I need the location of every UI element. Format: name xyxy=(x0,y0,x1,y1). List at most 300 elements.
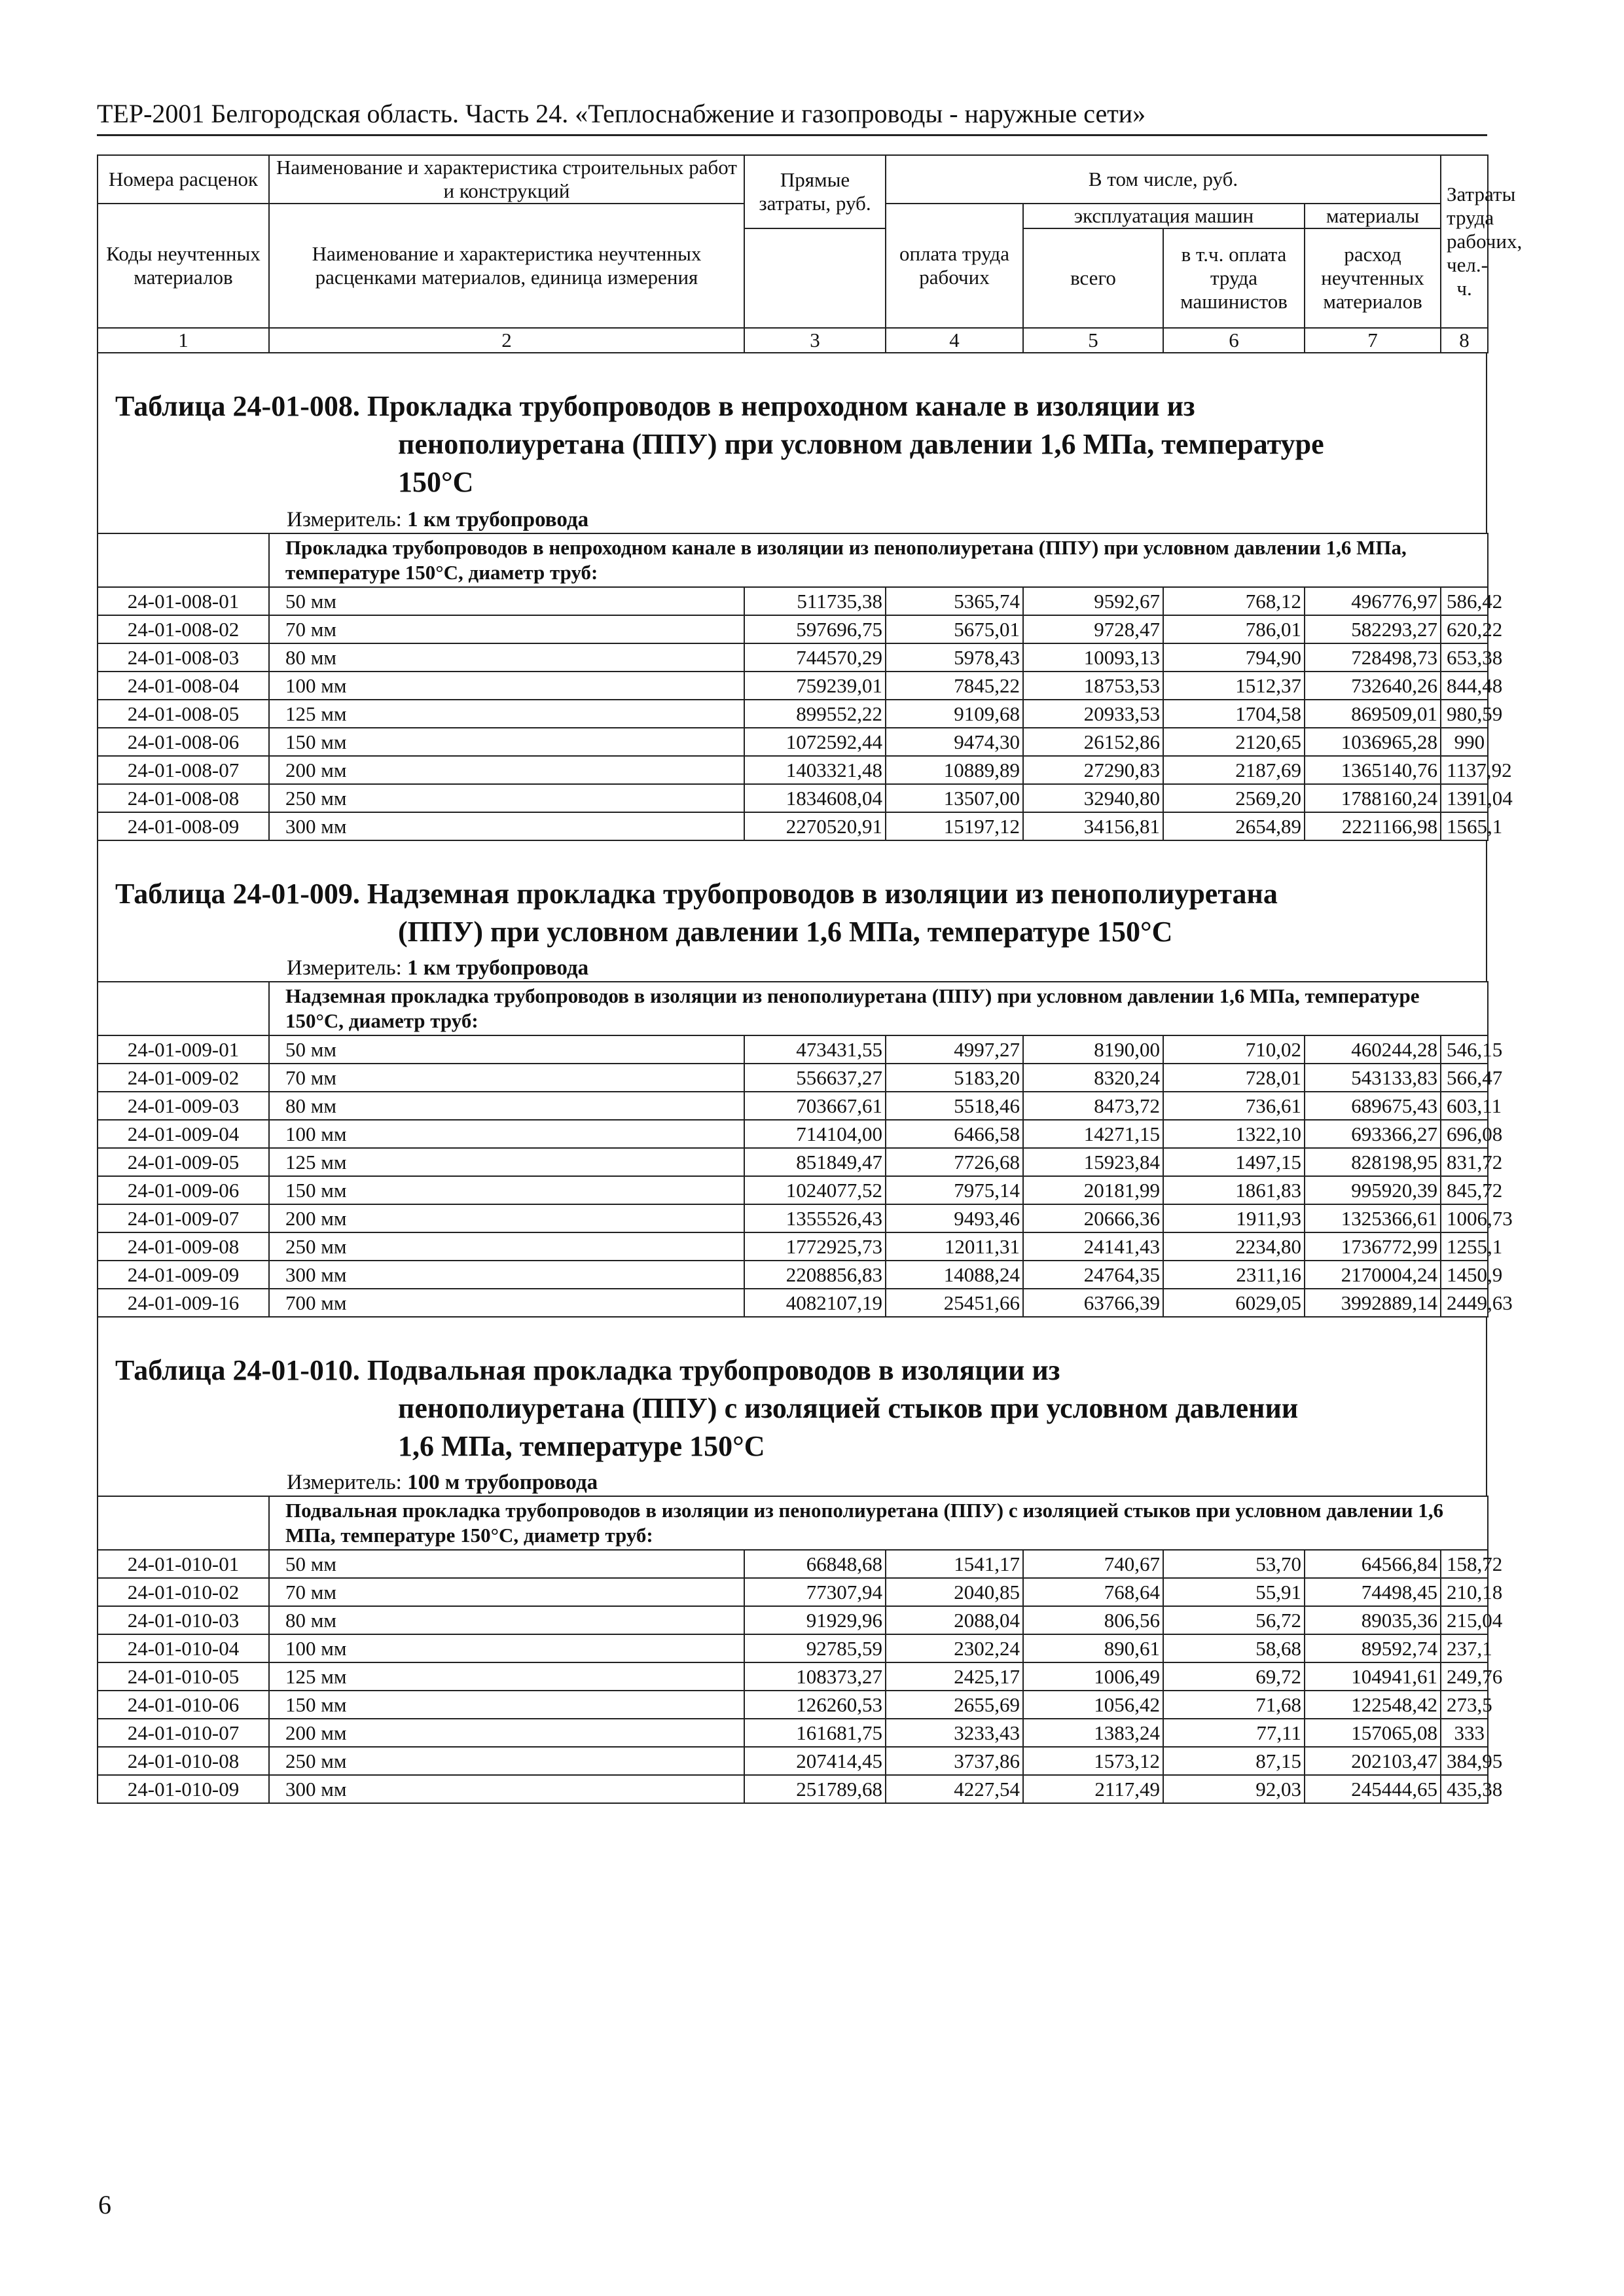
table-row xyxy=(98,1148,1488,1176)
header-machines: эксплуатация машин xyxy=(1023,204,1305,228)
machinists-wages: 92,03 xyxy=(1163,1775,1305,1803)
rate-code: 24-01-009-06 xyxy=(98,1176,269,1204)
pipe-diameter: 200 мм xyxy=(269,1719,744,1747)
direct-costs: 126260,53 xyxy=(744,1691,886,1719)
direct-costs: 108373,27 xyxy=(744,1662,886,1691)
pipe-diameter: 250 мм xyxy=(269,1747,744,1775)
table-row xyxy=(98,784,1488,812)
machinists-wages: 77,11 xyxy=(1163,1719,1305,1747)
labor-hours: 845,72 xyxy=(1441,1176,1488,1204)
section-title-line: (ППУ) при условном давлении 1,6 МПа, температуре 150°C xyxy=(398,916,1173,948)
unaccounted-materials: 245444,65 xyxy=(1305,1775,1441,1803)
worker-wages: 10889,89 xyxy=(886,756,1023,784)
machines-total: 24141,43 xyxy=(1023,1232,1163,1261)
direct-costs: 556637,27 xyxy=(744,1064,886,1092)
labor-hours: 435,38 xyxy=(1441,1775,1488,1803)
rate-code: 24-01-010-07 xyxy=(98,1719,269,1747)
rate-code: 24-01-010-05 xyxy=(98,1662,269,1691)
unaccounted-materials: 728498,73 xyxy=(1305,643,1441,672)
direct-costs: 77307,94 xyxy=(744,1578,886,1606)
machinists-wages: 710,02 xyxy=(1163,1035,1305,1064)
direct-costs: 92785,59 xyxy=(744,1634,886,1662)
table-row xyxy=(98,1064,1488,1092)
unaccounted-materials: 1788160,24 xyxy=(1305,784,1441,812)
unaccounted-materials: 157065,08 xyxy=(1305,1719,1441,1747)
pipe-diameter: 200 мм xyxy=(269,756,744,784)
direct-costs: 703667,61 xyxy=(744,1092,886,1120)
measure-value: 1 км трубопровода xyxy=(407,508,589,531)
header-including: В том числе, руб. xyxy=(886,155,1441,204)
table-row xyxy=(98,1289,1488,1317)
direct-costs: 1072592,44 xyxy=(744,728,886,756)
machinists-wages: 768,12 xyxy=(1163,587,1305,615)
pipe-diameter: 70 мм xyxy=(269,1578,744,1606)
machinists-wages: 2654,89 xyxy=(1163,812,1305,840)
labor-hours: 249,76 xyxy=(1441,1662,1488,1691)
direct-costs: 1024077,52 xyxy=(744,1176,886,1204)
table-row xyxy=(98,1120,1488,1148)
direct-costs: 207414,45 xyxy=(744,1747,886,1775)
direct-costs: 744570,29 xyxy=(744,643,886,672)
pipe-diameter: 200 мм xyxy=(269,1204,744,1232)
pipe-diameter: 125 мм xyxy=(269,700,744,728)
unaccounted-materials: 543133,83 xyxy=(1305,1064,1441,1092)
machines-total: 24764,35 xyxy=(1023,1261,1163,1289)
direct-costs: 851849,47 xyxy=(744,1148,886,1176)
unaccounted-materials: 89035,36 xyxy=(1305,1606,1441,1634)
table-description: Прокладка трубопроводов в непроходном канале в изоляции из пенополиуретана (ППУ) при условном давлении 1,6 МПа, температуре 150°C, диаметр труб: xyxy=(269,533,1488,587)
rate-code: 24-01-008-07 xyxy=(98,756,269,784)
machinists-wages: 1497,15 xyxy=(1163,1148,1305,1176)
unaccounted-materials: 74498,45 xyxy=(1305,1578,1441,1606)
labor-hours: 546,15 xyxy=(1441,1035,1488,1064)
machines-total: 1383,24 xyxy=(1023,1719,1163,1747)
section-title-prefix: Таблица 24-01-009. xyxy=(115,878,360,910)
direct-costs: 1772925,73 xyxy=(744,1232,886,1261)
machinists-wages: 69,72 xyxy=(1163,1662,1305,1691)
table-row xyxy=(98,756,1488,784)
rate-code: 24-01-008-04 xyxy=(98,672,269,700)
table-row xyxy=(98,587,1488,615)
machines-total: 890,61 xyxy=(1023,1634,1163,1662)
direct-costs: 2208856,83 xyxy=(744,1261,886,1289)
measure-label: Измеритель: xyxy=(287,508,402,531)
labor-hours: 1391,04 xyxy=(1441,784,1488,812)
section-title xyxy=(98,841,1486,951)
section-title-line: Прокладка трубопроводов в непроходном канале в изоляции из xyxy=(367,390,1195,422)
table-row xyxy=(98,1719,1488,1747)
labor-hours: 831,72 xyxy=(1441,1148,1488,1176)
rate-code: 24-01-010-08 xyxy=(98,1747,269,1775)
direct-costs: 714104,00 xyxy=(744,1120,886,1148)
rate-code: 24-01-009-03 xyxy=(98,1092,269,1120)
machinists-wages: 2187,69 xyxy=(1163,756,1305,784)
direct-costs: 1834608,04 xyxy=(744,784,886,812)
table-row xyxy=(98,1578,1488,1606)
section-title-prefix: Таблица 24-01-010. xyxy=(115,1354,360,1386)
machinists-wages: 56,72 xyxy=(1163,1606,1305,1634)
machines-total: 8320,24 xyxy=(1023,1064,1163,1092)
machines-total: 18753,53 xyxy=(1023,672,1163,700)
pipe-diameter: 300 мм xyxy=(269,812,744,840)
col-num-2: 2 xyxy=(269,328,744,353)
section-title xyxy=(98,353,1486,501)
pipe-diameter: 80 мм xyxy=(269,643,744,672)
worker-wages: 13507,00 xyxy=(886,784,1023,812)
direct-costs: 511735,38 xyxy=(744,587,886,615)
machines-total: 768,64 xyxy=(1023,1578,1163,1606)
labor-hours: 566,47 xyxy=(1441,1064,1488,1092)
unaccounted-materials: 3992889,14 xyxy=(1305,1289,1441,1317)
labor-hours: 384,95 xyxy=(1441,1747,1488,1775)
machinists-wages: 1911,93 xyxy=(1163,1204,1305,1232)
labor-hours: 2449,63 xyxy=(1441,1289,1488,1317)
unaccounted-materials: 828198,95 xyxy=(1305,1148,1441,1176)
machines-total: 14271,15 xyxy=(1023,1120,1163,1148)
header-rate-numbers: Номера расценок xyxy=(98,155,269,204)
machinists-wages: 1322,10 xyxy=(1163,1120,1305,1148)
section-24-01-008 xyxy=(97,353,1487,533)
table-row-code-empty xyxy=(98,1496,269,1550)
worker-wages: 3737,86 xyxy=(886,1747,1023,1775)
direct-costs: 66848,68 xyxy=(744,1550,886,1578)
section-title-line: пенополиуретана (ППУ) с изоляцией стыков при условном давлении xyxy=(398,1392,1299,1424)
machines-total: 34156,81 xyxy=(1023,812,1163,840)
labor-hours: 1565,1 xyxy=(1441,812,1488,840)
rate-code: 24-01-010-02 xyxy=(98,1578,269,1606)
direct-costs: 1403321,48 xyxy=(744,756,886,784)
section-measure xyxy=(98,1469,1486,1496)
worker-wages: 2302,24 xyxy=(886,1634,1023,1662)
pipe-diameter: 70 мм xyxy=(269,1064,744,1092)
rate-code: 24-01-009-07 xyxy=(98,1204,269,1232)
table-row xyxy=(98,1606,1488,1634)
header-materials: материалы xyxy=(1305,204,1441,228)
pipe-diameter: 250 мм xyxy=(269,1232,744,1261)
rates-document xyxy=(97,154,1523,1804)
table-body xyxy=(98,587,1513,840)
unaccounted-materials: 582293,27 xyxy=(1305,615,1441,643)
machinists-wages: 58,68 xyxy=(1163,1634,1305,1662)
table-row xyxy=(98,1232,1488,1261)
header-wages: оплата труда рабочих xyxy=(886,204,1023,328)
labor-hours: 620,22 xyxy=(1441,615,1488,643)
machinists-wages: 1861,83 xyxy=(1163,1176,1305,1204)
section-title-prefix: Таблица 24-01-008. xyxy=(115,390,360,422)
machinists-wages: 2120,65 xyxy=(1163,728,1305,756)
rate-code: 24-01-008-02 xyxy=(98,615,269,643)
machines-total: 26152,86 xyxy=(1023,728,1163,756)
rate-code: 24-01-010-09 xyxy=(98,1775,269,1803)
table-row xyxy=(98,1176,1488,1204)
worker-wages: 5365,74 xyxy=(886,587,1023,615)
rate-code: 24-01-010-03 xyxy=(98,1606,269,1634)
machines-total: 20181,99 xyxy=(1023,1176,1163,1204)
unaccounted-materials: 689675,43 xyxy=(1305,1092,1441,1120)
machines-total: 20933,53 xyxy=(1023,700,1163,728)
table-row xyxy=(98,672,1488,700)
machinists-wages: 2569,20 xyxy=(1163,784,1305,812)
page-number: 6 xyxy=(98,2190,111,2219)
machines-total: 32940,80 xyxy=(1023,784,1163,812)
header-unaccounted-materials: расход неучтенных материалов xyxy=(1305,228,1441,328)
unaccounted-materials: 869509,01 xyxy=(1305,700,1441,728)
pipe-diameter: 50 мм xyxy=(269,1550,744,1578)
table-row xyxy=(98,1204,1488,1232)
machines-total: 1006,49 xyxy=(1023,1662,1163,1691)
rate-code: 24-01-009-16 xyxy=(98,1289,269,1317)
unaccounted-materials: 2221166,98 xyxy=(1305,812,1441,840)
machinists-wages: 71,68 xyxy=(1163,1691,1305,1719)
pipe-diameter: 300 мм xyxy=(269,1775,744,1803)
col-num-4: 4 xyxy=(886,328,1023,353)
table-row xyxy=(98,1775,1488,1803)
measure-label: Измеритель: xyxy=(287,1471,402,1494)
unaccounted-materials: 89592,74 xyxy=(1305,1634,1441,1662)
rate-code: 24-01-008-09 xyxy=(98,812,269,840)
pipe-diameter: 300 мм xyxy=(269,1261,744,1289)
pipe-diameter: 700 мм xyxy=(269,1289,744,1317)
worker-wages: 7975,14 xyxy=(886,1176,1023,1204)
worker-wages: 7726,68 xyxy=(886,1148,1023,1176)
labor-hours: 273,5 xyxy=(1441,1691,1488,1719)
col-num-8: 8 xyxy=(1441,328,1488,353)
pipe-diameter: 70 мм xyxy=(269,615,744,643)
worker-wages: 3233,43 xyxy=(886,1719,1023,1747)
header-labor-costs: Затраты труда рабочих, чел.-ч. xyxy=(1441,155,1488,328)
machines-total: 63766,39 xyxy=(1023,1289,1163,1317)
worker-wages: 6466,58 xyxy=(886,1120,1023,1148)
worker-wages: 5675,01 xyxy=(886,615,1023,643)
machines-total: 9592,67 xyxy=(1023,587,1163,615)
labor-hours: 980,59 xyxy=(1441,700,1488,728)
labor-hours: 844,48 xyxy=(1441,672,1488,700)
section-title-line: 150°C xyxy=(398,466,474,498)
labor-hours: 237,1 xyxy=(1441,1634,1488,1662)
unaccounted-materials: 64566,84 xyxy=(1305,1550,1441,1578)
pipe-diameter: 80 мм xyxy=(269,1092,744,1120)
direct-costs: 4082107,19 xyxy=(744,1289,886,1317)
col-num-3: 3 xyxy=(744,328,886,353)
worker-wages: 12011,31 xyxy=(886,1232,1023,1261)
rate-code: 24-01-009-02 xyxy=(98,1064,269,1092)
rate-code: 24-01-009-09 xyxy=(98,1261,269,1289)
worker-wages: 7845,22 xyxy=(886,672,1023,700)
rates-table xyxy=(97,1496,1503,1804)
measure-value: 100 м трубопровода xyxy=(407,1471,598,1494)
table-row xyxy=(98,1691,1488,1719)
machinists-wages: 794,90 xyxy=(1163,643,1305,672)
machinists-wages: 728,01 xyxy=(1163,1064,1305,1092)
direct-costs: 473431,55 xyxy=(744,1035,886,1064)
section-title xyxy=(98,1318,1486,1465)
direct-costs: 91929,96 xyxy=(744,1606,886,1634)
table-row xyxy=(98,1035,1488,1064)
labor-hours: 696,08 xyxy=(1441,1120,1488,1148)
col-num-7: 7 xyxy=(1305,328,1441,353)
worker-wages: 15197,12 xyxy=(886,812,1023,840)
unaccounted-materials: 104941,61 xyxy=(1305,1662,1441,1691)
pipe-diameter: 50 мм xyxy=(269,1035,744,1064)
direct-costs: 759239,01 xyxy=(744,672,886,700)
machines-total: 8473,72 xyxy=(1023,1092,1163,1120)
table-row xyxy=(98,1747,1488,1775)
header-machinists-wages: в т.ч. оплата труда машинистов xyxy=(1163,228,1305,328)
unaccounted-materials: 1325366,61 xyxy=(1305,1204,1441,1232)
table-description: Надземная прокладка трубопроводов в изоляции из пенополиуретана (ППУ) при условном давлении 1,6 МПа, температуре 150°C, диаметр труб: xyxy=(269,982,1488,1035)
machinists-wages: 736,61 xyxy=(1163,1092,1305,1120)
unaccounted-materials: 693366,27 xyxy=(1305,1120,1441,1148)
pipe-diameter: 100 мм xyxy=(269,672,744,700)
section-title-line: пенополиуретана (ППУ) при условном давлении 1,6 МПа, температуре xyxy=(398,428,1324,460)
table-row xyxy=(98,728,1488,756)
section-title-line: 1,6 МПа, температуре 150°C xyxy=(398,1430,765,1462)
section-24-01-010 xyxy=(97,1318,1487,1496)
rate-code: 24-01-010-04 xyxy=(98,1634,269,1662)
table-row xyxy=(98,1634,1488,1662)
machinists-wages: 53,70 xyxy=(1163,1550,1305,1578)
labor-hours: 653,38 xyxy=(1441,643,1488,672)
labor-hours: 1255,1 xyxy=(1441,1232,1488,1261)
worker-wages: 4227,54 xyxy=(886,1775,1023,1803)
worker-wages: 25451,66 xyxy=(886,1289,1023,1317)
worker-wages: 5183,20 xyxy=(886,1064,1023,1092)
unaccounted-materials: 1036965,28 xyxy=(1305,728,1441,756)
unaccounted-materials: 1365140,76 xyxy=(1305,756,1441,784)
page-header: ТЕР-2001 Белгородская область. Часть 24. «Теплоснабжение и газопроводы - наружные сети» xyxy=(97,98,1487,136)
table-body xyxy=(98,1035,1513,1317)
header-material-codes: Коды неучтенных материалов xyxy=(98,204,269,328)
rates-table xyxy=(97,533,1513,841)
rate-code: 24-01-010-06 xyxy=(98,1691,269,1719)
worker-wages: 14088,24 xyxy=(886,1261,1023,1289)
header-material-names: Наименование и характеристика неучтенных расценками материалов, единица измерения xyxy=(269,204,744,328)
direct-costs: 2270520,91 xyxy=(744,812,886,840)
machinists-wages: 1512,37 xyxy=(1163,672,1305,700)
machines-total: 8190,00 xyxy=(1023,1035,1163,1064)
worker-wages: 9109,68 xyxy=(886,700,1023,728)
machines-total: 27290,83 xyxy=(1023,756,1163,784)
rate-code: 24-01-009-04 xyxy=(98,1120,269,1148)
header-work-name: Наименование и характеристика строительных работ и конструкций xyxy=(269,155,744,204)
machines-total: 10093,13 xyxy=(1023,643,1163,672)
machines-total: 1056,42 xyxy=(1023,1691,1163,1719)
labor-hours: 1006,73 xyxy=(1441,1204,1488,1232)
rate-code: 24-01-009-08 xyxy=(98,1232,269,1261)
machines-total: 20666,36 xyxy=(1023,1204,1163,1232)
pipe-diameter: 80 мм xyxy=(269,1606,744,1634)
section-measure xyxy=(98,507,1486,533)
pipe-diameter: 50 мм xyxy=(269,587,744,615)
measure-label: Измеритель: xyxy=(287,956,402,980)
pipe-diameter: 100 мм xyxy=(269,1120,744,1148)
labor-hours: 990 xyxy=(1441,728,1488,756)
rates-table xyxy=(97,981,1513,1318)
worker-wages: 2655,69 xyxy=(886,1691,1023,1719)
labor-hours: 215,04 xyxy=(1441,1606,1488,1634)
machines-total: 15923,84 xyxy=(1023,1148,1163,1176)
worker-wages: 2040,85 xyxy=(886,1578,1023,1606)
rate-code: 24-01-010-01 xyxy=(98,1550,269,1578)
unaccounted-materials: 2170004,24 xyxy=(1305,1261,1441,1289)
section-measure xyxy=(98,955,1486,981)
table-row xyxy=(98,615,1488,643)
unaccounted-materials: 122548,42 xyxy=(1305,1691,1441,1719)
table-row xyxy=(98,812,1488,840)
rate-code: 24-01-008-01 xyxy=(98,587,269,615)
unaccounted-materials: 202103,47 xyxy=(1305,1747,1441,1775)
pipe-diameter: 125 мм xyxy=(269,1662,744,1691)
section-title-line: Подвальная прокладка трубопроводов в изоляции из xyxy=(367,1354,1060,1386)
column-header-table xyxy=(97,154,1523,353)
table-row-code-empty xyxy=(98,533,269,587)
table-description: Подвальная прокладка трубопроводов в изоляции из пенополиуретана (ППУ) с изоляцией стыков при условном давлении 1,6 МПа, температуре 150°C, диаметр труб: xyxy=(269,1496,1488,1550)
worker-wages: 9493,46 xyxy=(886,1204,1023,1232)
rate-code: 24-01-008-06 xyxy=(98,728,269,756)
table-body xyxy=(98,1550,1503,1803)
machinists-wages: 6029,05 xyxy=(1163,1289,1305,1317)
direct-costs: 161681,75 xyxy=(744,1719,886,1747)
labor-hours: 158,72 xyxy=(1441,1550,1488,1578)
unaccounted-materials: 995920,39 xyxy=(1305,1176,1441,1204)
worker-wages: 2088,04 xyxy=(886,1606,1023,1634)
rate-code: 24-01-009-05 xyxy=(98,1148,269,1176)
unaccounted-materials: 496776,97 xyxy=(1305,587,1441,615)
labor-hours: 603,11 xyxy=(1441,1092,1488,1120)
machines-total: 740,67 xyxy=(1023,1550,1163,1578)
labor-hours: 210,18 xyxy=(1441,1578,1488,1606)
col-num-5: 5 xyxy=(1023,328,1163,353)
unaccounted-materials: 460244,28 xyxy=(1305,1035,1441,1064)
measure-value: 1 км трубопровода xyxy=(407,956,589,980)
pipe-diameter: 100 мм xyxy=(269,1634,744,1662)
labor-hours: 1137,92 xyxy=(1441,756,1488,784)
worker-wages: 2425,17 xyxy=(886,1662,1023,1691)
rate-code: 24-01-008-08 xyxy=(98,784,269,812)
direct-costs: 1355526,43 xyxy=(744,1204,886,1232)
pipe-diameter: 250 мм xyxy=(269,784,744,812)
pipe-diameter: 150 мм xyxy=(269,1176,744,1204)
table-row xyxy=(98,1261,1488,1289)
section-title-line: Надземная прокладка трубопроводов в изоляции из пенополиуретана xyxy=(367,878,1278,910)
table-row xyxy=(98,1550,1488,1578)
direct-costs: 899552,22 xyxy=(744,700,886,728)
worker-wages: 4997,27 xyxy=(886,1035,1023,1064)
labor-hours: 1450,9 xyxy=(1441,1261,1488,1289)
direct-costs: 597696,75 xyxy=(744,615,886,643)
unaccounted-materials: 1736772,99 xyxy=(1305,1232,1441,1261)
labor-hours: 333 xyxy=(1441,1719,1488,1747)
machinists-wages: 2234,80 xyxy=(1163,1232,1305,1261)
machinists-wages: 1704,58 xyxy=(1163,700,1305,728)
col-num-1: 1 xyxy=(98,328,269,353)
pipe-diameter: 150 мм xyxy=(269,728,744,756)
direct-costs: 251789,68 xyxy=(744,1775,886,1803)
worker-wages: 1541,17 xyxy=(886,1550,1023,1578)
labor-hours: 586,42 xyxy=(1441,587,1488,615)
unaccounted-materials: 732640,26 xyxy=(1305,672,1441,700)
machinists-wages: 786,01 xyxy=(1163,615,1305,643)
rate-code: 24-01-009-01 xyxy=(98,1035,269,1064)
machines-total: 806,56 xyxy=(1023,1606,1163,1634)
rate-code: 24-01-008-03 xyxy=(98,643,269,672)
table-row xyxy=(98,1092,1488,1120)
table-row xyxy=(98,1662,1488,1691)
section-24-01-009 xyxy=(97,841,1487,981)
pipe-diameter: 125 мм xyxy=(269,1148,744,1176)
header-direct-costs: Прямые затраты, руб. xyxy=(744,155,886,228)
header-machines-total: всего xyxy=(1023,228,1163,328)
